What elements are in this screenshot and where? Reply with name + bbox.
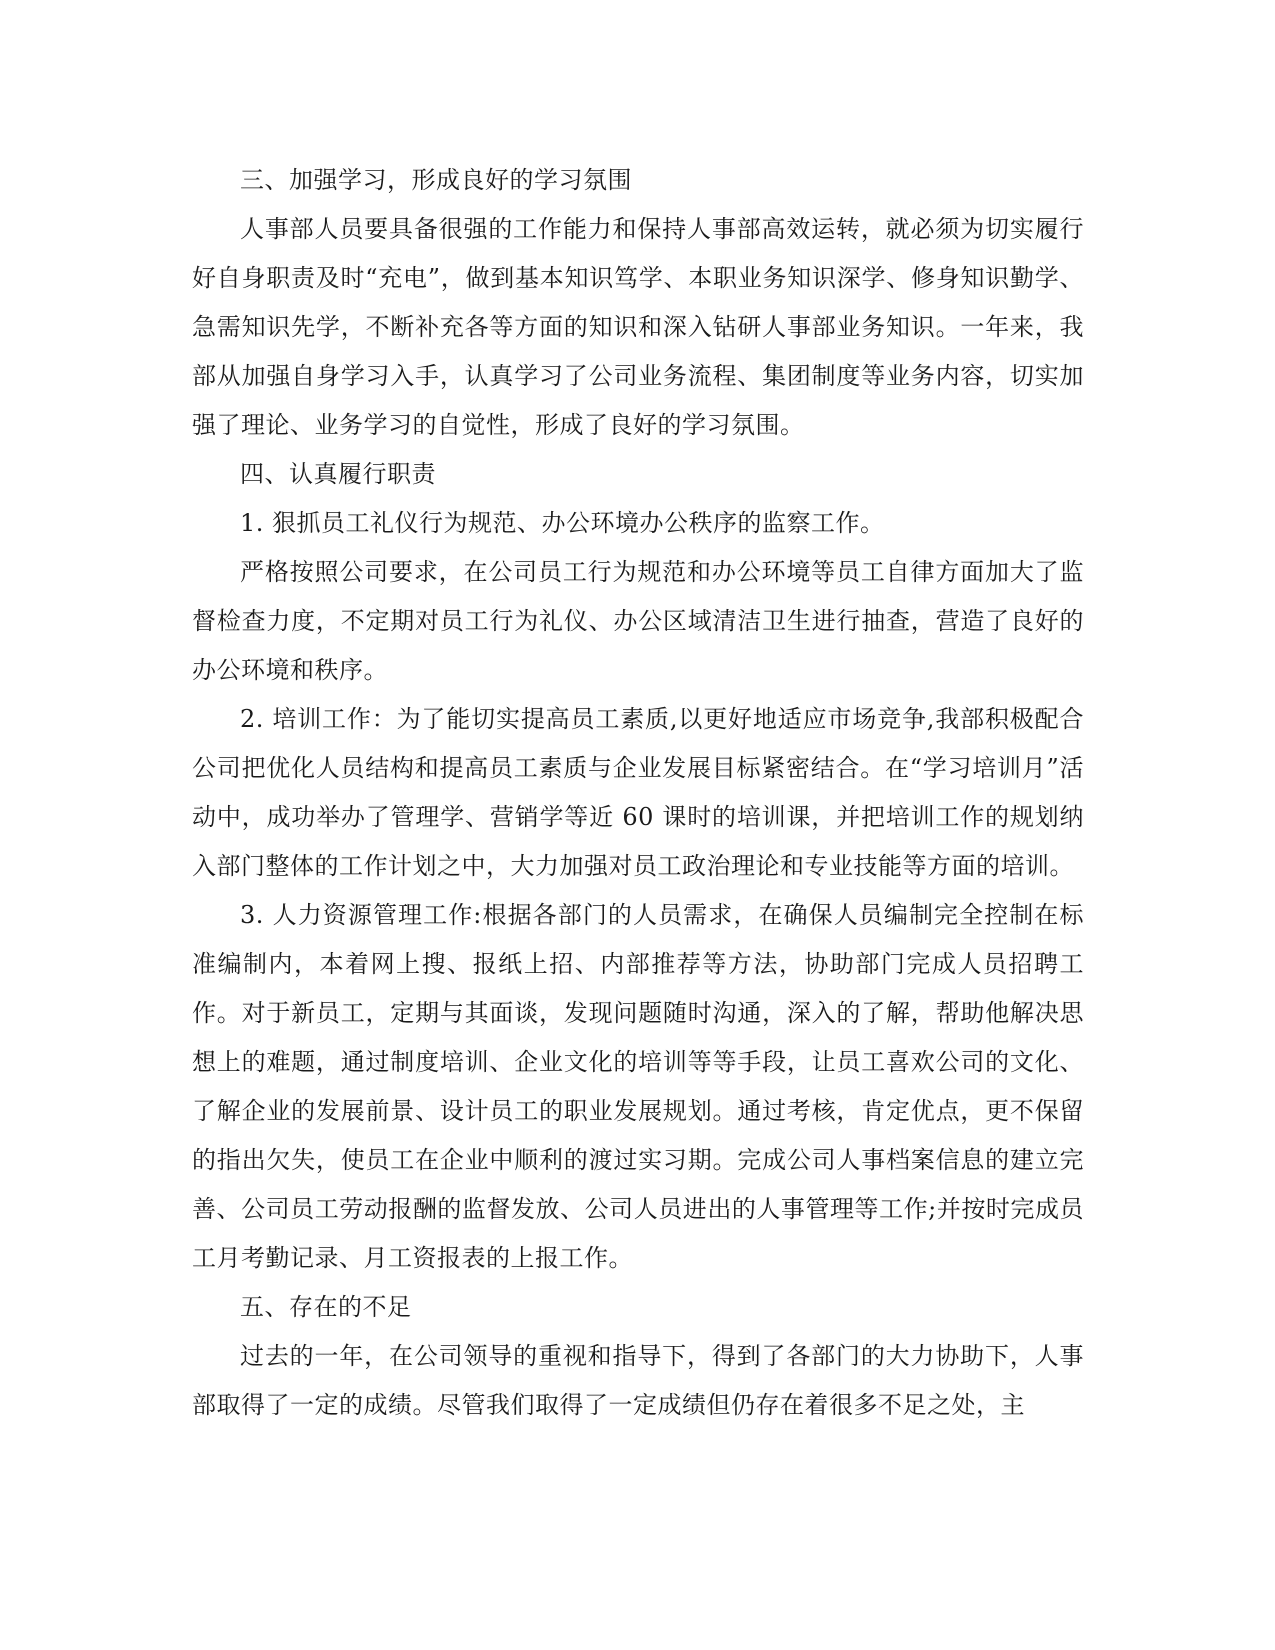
section-heading-3: 三、加强学习，形成良好的学习氛围 (240, 166, 632, 194)
paragraph-item-2-training: 2. 培训工作：为了能切实提高员工素质,以更好地适应市场竞争,我部积极配合公司把优化人员结构和提高员工素质与企业发展目标紧密结合。在“学习培训月”活动中，成功举办了管理学、营销学等近 60 课时的培训课，并把培训工作的规划纳入部门整体的工作计划之中，大力加强对员工政治理论和专业技能等方面的培训。 (192, 705, 1084, 880)
paragraph-supervision: 严格按照公司要求，在公司员工行为规范和办公环境等员工自律方面加大了监督检查力度，不定期对员工行为礼仪、办公区域清洁卫生进行抽查，营造了良好的办公环境和秩序。 (192, 558, 1084, 684)
document-body (192, 156, 1084, 1430)
paragraph-item-3-hr: 3. 人力资源管理工作:根据各部门的人员需求，在确保人员编制完全控制在标准编制内，本着网上搜、报纸上招、内部推荐等方法，协助部门完成人员招聘工作。对于新员工，定期与其面谈，发现问题随时沟通，深入的了解，帮助他解决思想上的难题，通过制度培训、企业文化的培训等等手段，让员工喜欢公司的文化、了解企业的发展前景、设计员工的职业发展规划。通过考核，肯定优点，更不保留的指出欠失，使员工在企业中顺利的渡过实习期。完成公司人事档案信息的建立完善、公司员工劳动报酬的监督发放、公司人员进出的人事管理等工作;并按时完成员工月考勤记录、月工资报表的上报工作。 (192, 901, 1084, 1272)
paragraph-learning: 人事部人员要具备很强的工作能力和保持人事部高效运转，就必须为切实履行好自身职责及时“充电”，做到基本知识笃学、本职业务知识深学、修身知识勤学、急需知识先学，不断补充各等方面的知识和深入钻研人事部业务知识。一年来，我部从加强自身学习入手，认真学习了公司业务流程、集团制度等业务内容，切实加强了理论、业务学习的自觉性，形成了良好的学习氛围。 (192, 215, 1084, 439)
paragraph-item-1: 1. 狠抓员工礼仪行为规范、办公环境办公秩序的监察工作。 (240, 509, 885, 537)
section-heading-4: 四、认真履行职责 (240, 460, 436, 488)
paragraph-shortcomings: 过去的一年，在公司领导的重视和指导下，得到了各部门的大力协助下，人事部取得了一定的成绩。尽管我们取得了一定成绩但仍存在着很多不足之处，主 (192, 1342, 1084, 1419)
section-heading-5: 五、存在的不足 (240, 1293, 412, 1321)
